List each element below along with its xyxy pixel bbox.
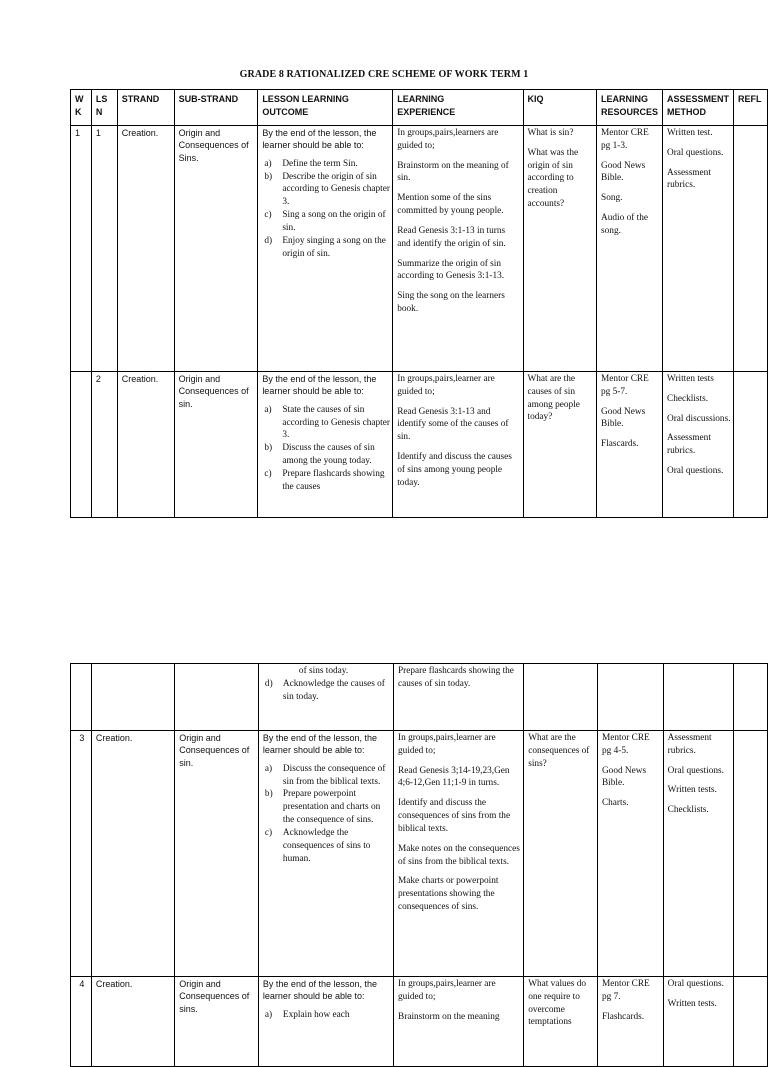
- cell-paragraph: Brainstorm on the meaning: [398, 1011, 500, 1022]
- cell-paragraph: Written test.: [667, 128, 713, 138]
- cell-paragraph: Oral discussions.: [667, 413, 731, 424]
- cell-paragraph: Flashcards.: [601, 1011, 645, 1022]
- outcome-cell: [258, 126, 393, 372]
- reflection-cell: [734, 664, 768, 731]
- cell-paragraph: Summarize the origin of sin according to Genesis 3:1-13.: [397, 258, 505, 282]
- outcome-text: Explain how each: [282, 1009, 350, 1020]
- cell-paragraph: What are the causes of sin among people today?: [527, 374, 580, 423]
- cell-paragraph: Good News Bible.: [601, 160, 646, 184]
- outcome-text: Prepare flashcards showing the causes: [282, 468, 385, 492]
- header-kiq: KIQ: [523, 90, 597, 126]
- cell-paragraph: Mention some of the sins committed by young people.: [397, 193, 504, 217]
- cell-paragraph: Make notes on the consequences of sins from the biblical texts.: [398, 843, 520, 867]
- outcome-marker: c): [264, 210, 272, 221]
- outcome-intro: By the end of the lesson, the learner should be able to:: [262, 374, 377, 397]
- outcome-marker: a): [264, 404, 272, 415]
- cell-paragraph: Good News Bible.: [601, 765, 647, 789]
- assessment-cell: [663, 664, 734, 731]
- cell-paragraph: What are the consequences of sins?: [528, 733, 590, 769]
- table-row: [71, 977, 768, 1067]
- outcome-item: [262, 468, 390, 494]
- cell-paragraph: Identify and discuss the causes of sins among young people today.: [397, 452, 512, 488]
- cell-paragraph: In groups,pairs,learner are guided to;: [398, 979, 496, 1002]
- cell-paragraph: In groups,pairs,learners are guided to;: [397, 128, 499, 151]
- week-cell: 1: [71, 126, 92, 372]
- cell-paragraph: In groups,pairs,learner are guided to;: [397, 374, 495, 397]
- outcome-list: [263, 1009, 391, 1022]
- header-reflection: REFL: [733, 90, 767, 126]
- cell-paragraph: Mentor CRE pg 7.: [601, 979, 650, 1002]
- outcome-list: [262, 158, 390, 261]
- cell-paragraph: Read Genesis 3;14-19,23,Gen 4;6-12,Gen 11;1-9 in turns.: [398, 765, 510, 789]
- kiq-cell: [523, 126, 597, 372]
- experience-cell: [394, 664, 524, 731]
- cell-paragraph: Assessment rubrics.: [667, 433, 711, 457]
- cell-paragraph: Oral questions.: [667, 466, 724, 477]
- outcome-cell: [258, 977, 393, 1067]
- strand-cell: Creation.: [117, 372, 174, 518]
- header-wk: W K: [71, 90, 92, 126]
- outcome-intro: By the end of the lesson, the learner should be able to:: [262, 979, 377, 1002]
- strand-cell: Creation.: [91, 731, 174, 977]
- outcome-text: Enjoy singing a song on the origin of sin.: [282, 235, 386, 259]
- outcome-marker: a): [264, 158, 272, 169]
- cell-paragraph: Checklists.: [667, 805, 709, 816]
- substrand-cell: Origin and Consequences of Sins.: [174, 126, 258, 372]
- experience-cell: [393, 372, 523, 518]
- lesson-cell: 1: [91, 126, 117, 372]
- scheme-table-page-1: [70, 89, 768, 518]
- outcome-text: Prepare powerpoint presentation and charts on the consequence of sins.: [282, 789, 381, 826]
- header-resources: LEARNING RESOURCES: [597, 90, 663, 126]
- header-substrand: SUB-STRAND: [174, 90, 258, 126]
- outcome-marker: b): [264, 789, 273, 800]
- cell-paragraph: Assessment rubrics.: [667, 733, 712, 756]
- cell-paragraph: Brainstorm on the meaning of sin.: [397, 160, 509, 184]
- outcome-item: [262, 442, 390, 468]
- week-cell: [71, 664, 92, 731]
- reflection-cell: [733, 372, 767, 518]
- cell-paragraph: Oral questions.: [667, 979, 724, 989]
- experience-cell: [394, 977, 524, 1067]
- lesson-cell: 3: [71, 731, 92, 977]
- cell-paragraph: Assessment rubrics.: [667, 167, 711, 191]
- outcome-text: Sing a song on the origin of sin.: [282, 210, 386, 233]
- strand-cell: [91, 664, 174, 731]
- kiq-cell: [524, 664, 598, 731]
- outcome-list: [263, 678, 391, 704]
- header-lsn: LS N: [91, 90, 117, 126]
- outcome-item: [263, 788, 391, 826]
- cell-paragraph: Charts.: [601, 798, 629, 809]
- reflection-cell: [734, 731, 768, 977]
- outcome-cell: [258, 372, 393, 518]
- outcome-cell: [258, 664, 393, 731]
- cell-paragraph: Read Genesis 3:1-13 and identify some of the causes of sin.: [397, 406, 509, 443]
- cell-paragraph: In groups,pairs,learner are guided to;: [398, 733, 496, 756]
- cell-paragraph: Written tests.: [667, 785, 717, 796]
- experience-cell: [393, 126, 523, 372]
- outcome-list: [262, 404, 390, 494]
- substrand-cell: Origin and Consequences of sins.: [175, 977, 259, 1067]
- outcome-text: Discuss the consequence of sin from the biblical texts.: [282, 763, 386, 787]
- resources-cell: [597, 731, 663, 977]
- outcome-item: [263, 1009, 391, 1022]
- kiq-cell: [524, 731, 598, 977]
- cell-paragraph: Audio of the song.: [601, 213, 649, 236]
- header-outcome: LESSON LEARNING OUTCOME: [258, 90, 393, 126]
- table-row: [71, 731, 768, 977]
- resources-cell: [597, 664, 663, 731]
- assessment-cell: [663, 372, 734, 518]
- resources-cell: [597, 372, 663, 518]
- outcome-intro: By the end of the lesson, the learner should be able to:: [262, 128, 377, 151]
- cell-paragraph: Mentor CRE pg 1-3.: [601, 128, 649, 151]
- substrand-cell: Origin and Consequences of sin.: [175, 731, 259, 977]
- strand-cell: Creation.: [117, 126, 174, 372]
- outcome-text: Acknowledge the consequences of sins to human.: [282, 827, 371, 864]
- outcome-item: [262, 235, 390, 261]
- cell-paragraph: Mentor CRE pg 4-5.: [601, 733, 650, 756]
- cell-paragraph: What was the origin of sin according to creation accounts?: [527, 147, 579, 210]
- cell-paragraph: Oral questions.: [667, 765, 724, 776]
- header-assessment: ASSESSMENT METHOD: [663, 90, 734, 126]
- outcome-item: [263, 827, 391, 865]
- outcome-cell: [258, 731, 393, 977]
- outcome-text: State the causes of sin according to Genesis chapter 3.: [282, 404, 390, 441]
- header-row: [71, 90, 768, 126]
- outcome-marker: a): [264, 763, 273, 774]
- cell-paragraph: Written tests.: [667, 998, 717, 1009]
- outcome-continuation: of sins today.: [298, 666, 349, 676]
- kiq-cell: [523, 372, 597, 518]
- scheme-table-page-2: [70, 663, 768, 1067]
- cell-paragraph: Prepare flashcards showing the causes of sin today.: [398, 666, 514, 689]
- cell-paragraph: Read Genesis 3:1-13 in turns and identify the origin of sin.: [397, 225, 506, 249]
- cell-paragraph: Checklists.: [667, 393, 709, 404]
- cell-paragraph: Identify and discuss the consequences of sins from the biblical texts.: [398, 798, 511, 834]
- assessment-cell: [663, 977, 734, 1067]
- cell-paragraph: Song.: [601, 193, 623, 204]
- cell-paragraph: Good News Bible.: [601, 406, 646, 430]
- cell-paragraph: Make charts or powerpoint presentations showing the consequences of sins.: [398, 876, 499, 913]
- outcome-item: [262, 171, 390, 209]
- table-row: [71, 664, 768, 731]
- outcome-item: [263, 678, 391, 704]
- strand-cell: Creation.: [91, 977, 174, 1067]
- cell-paragraph: Flascards.: [601, 439, 639, 450]
- cell-paragraph: What values do one require to overcome temptations: [528, 979, 587, 1028]
- table-row: [71, 126, 768, 372]
- outcome-text: Define the term Sin.: [282, 158, 358, 169]
- reflection-cell: [733, 126, 767, 372]
- resources-cell: [597, 126, 663, 372]
- outcome-marker: c): [264, 468, 272, 479]
- outcome-item: [262, 158, 390, 171]
- resources-cell: [597, 977, 663, 1067]
- assessment-cell: [663, 126, 734, 372]
- outcome-text: Discuss the causes of sin among the young today.: [282, 443, 375, 467]
- outcome-marker: d): [264, 678, 273, 689]
- cell-paragraph: Mentor CRE pg 5-7.: [601, 374, 649, 397]
- outcome-marker: c): [264, 827, 273, 838]
- lesson-cell: 4: [71, 977, 92, 1067]
- cell-paragraph: What is sin?: [527, 128, 574, 138]
- kiq-cell: [524, 977, 598, 1067]
- outcome-item: [263, 763, 391, 789]
- document-title: GRADE 8 RATIONALIZED CRE SCHEME OF WORK TERM 1: [239, 69, 529, 80]
- outcome-marker: b): [264, 171, 273, 182]
- outcome-marker: d): [264, 235, 273, 246]
- outcome-intro: By the end of the lesson, the learner should be able to:: [262, 733, 377, 756]
- outcome-text: Describe the origin of sin according to Genesis chapter 3.: [282, 171, 390, 208]
- lesson-cell: 2: [91, 372, 117, 518]
- outcome-item: [262, 404, 390, 442]
- header-strand: STRAND: [117, 90, 174, 126]
- header-experience: LEARNING EXPERIENCE: [393, 90, 523, 126]
- table-row: [71, 372, 768, 518]
- outcome-marker: b): [264, 443, 273, 454]
- outcome-item: [262, 209, 390, 235]
- outcome-marker: a): [264, 1009, 273, 1020]
- assessment-cell: [663, 731, 734, 977]
- cell-paragraph: Sing the song on the learners book.: [397, 291, 505, 315]
- experience-cell: [394, 731, 524, 977]
- cell-paragraph: Oral questions.: [667, 147, 724, 158]
- substrand-cell: [175, 664, 259, 731]
- outcome-text: Acknowledge the causes of sin today.: [282, 678, 385, 702]
- outcome-list: [263, 763, 391, 866]
- week-cell: [71, 372, 92, 518]
- substrand-cell: Origin and Consequences of sin.: [174, 372, 258, 518]
- reflection-cell: [734, 977, 768, 1067]
- cell-paragraph: Written tests: [667, 374, 714, 384]
